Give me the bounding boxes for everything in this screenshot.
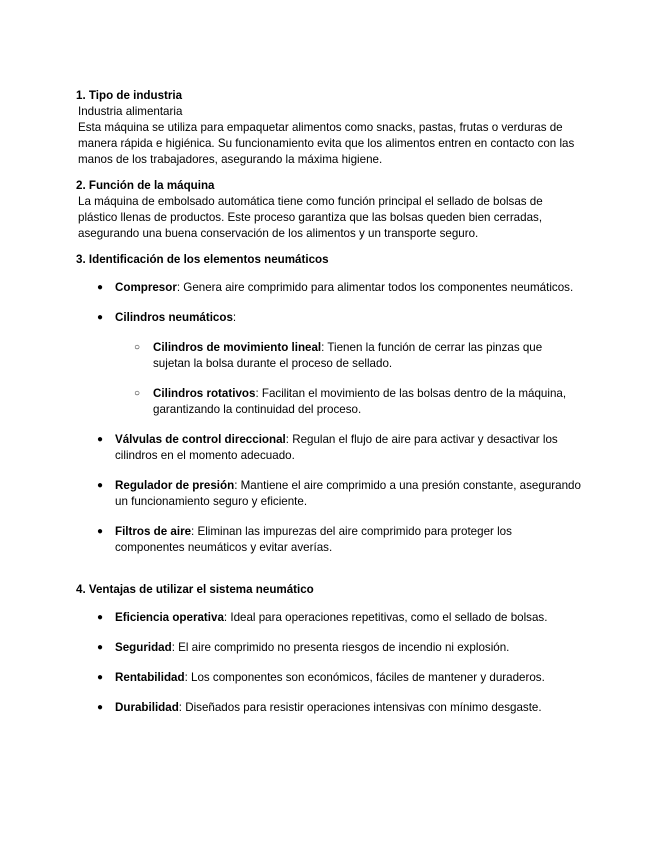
subtitle-text: Industria alimentaria: [78, 105, 183, 118]
bullet-icon: ●: [97, 480, 104, 491]
item-desc: : Tienen la función de cerrar las pinzas que sujetan la bolsa durante el proceso de sellado.: [153, 341, 543, 370]
item-desc: : Los componentes son económicos, fáciles de mantener y duraderos.: [184, 671, 545, 684]
item-desc: : Eliminan las impurezas del aire comprimido para proteger los componentes neumáticos y evitar averías.: [115, 525, 512, 554]
bullet-list: [76, 280, 581, 556]
item-term: Cilindros de movimiento lineal: [153, 341, 322, 354]
list-item: [76, 670, 581, 686]
list-item: [76, 610, 581, 626]
bullet-icon: ●: [97, 612, 104, 623]
list-item: [76, 478, 581, 510]
item-term: Seguridad: [115, 641, 172, 654]
item-desc: : Regulan el flujo de aire para activar y desactivar los cilindros en el momento adecuado.: [115, 433, 558, 462]
item-desc: : Ideal para operaciones repetitivas, como el sellado de bolsas.: [223, 611, 548, 624]
list-item: [76, 640, 581, 656]
item-desc: :: [232, 311, 237, 324]
section-body: Esta máquina se utiliza para empaquetar alimentos como snacks, pastas, frutas o verduras de manera rápida e higiénica. Su funcionamiento evita que los alimentos entren en contacto con las manos de los trabajadores, asegurando la máxima higiene.: [78, 121, 575, 166]
bullet-icon: ●: [97, 642, 104, 653]
list-item: [76, 524, 581, 556]
bullet-icon: ●: [97, 672, 104, 683]
section-heading: 4. Ventajas de utilizar el sistema neumático: [76, 583, 314, 596]
list-item: [76, 700, 581, 716]
list-item: [76, 310, 581, 418]
sub-list-item: [76, 340, 581, 372]
section-heading: 2. Función de la máquina: [76, 179, 215, 192]
item-desc: : El aire comprimido no presenta riesgos de incendio ni explosión.: [171, 641, 510, 654]
circle-bullet-icon: ○: [134, 388, 141, 399]
list-item: [76, 432, 581, 464]
item-term: Rentabilidad: [115, 671, 185, 684]
section-heading: 1. Tipo de industria: [76, 89, 183, 102]
sub-bullet-list: [76, 340, 581, 418]
item-term: Durabilidad: [115, 701, 179, 714]
item-term: Cilindros neumáticos: [115, 311, 233, 324]
item-term: Regulador de presión: [115, 479, 235, 492]
bullet-icon: ●: [97, 282, 104, 293]
section-heading: 3. Identificación de los elementos neumáticos: [76, 253, 329, 266]
section-subtitle: [76, 104, 581, 120]
bullet-icon: ●: [97, 312, 104, 323]
bullet-icon: ●: [97, 434, 104, 445]
item-term: Eficiencia operativa: [115, 611, 224, 624]
bullet-list: [76, 610, 581, 716]
sub-list-item: [76, 386, 581, 418]
item-desc: : Facilitan el movimiento de las bolsas dentro de la máquina, garantizando la continuidad del proceso.: [153, 387, 567, 416]
section-elementos-neumaticos: [76, 252, 581, 556]
item-term: Cilindros rotativos: [153, 387, 256, 400]
item-term: Válvulas de control direccional: [115, 433, 286, 446]
document-page: [76, 88, 581, 726]
bullet-icon: ●: [97, 526, 104, 537]
item-term: Compresor: [115, 281, 177, 294]
list-item: [76, 280, 581, 296]
item-desc: : Genera aire comprimido para alimentar todos los componentes neumáticos.: [176, 281, 574, 294]
section-ventajas: [76, 582, 581, 716]
item-desc: : Mantiene el aire comprimido a una presión constante, asegurando un funcionamiento seguro y eficiente.: [115, 479, 581, 508]
section-tipo-industria: [76, 88, 581, 168]
item-desc: : Diseñados para resistir operaciones intensivas con mínimo desgaste.: [178, 701, 542, 714]
circle-bullet-icon: ○: [134, 342, 141, 353]
section-funcion-maquina: [76, 178, 581, 242]
bullet-icon: ●: [97, 702, 104, 713]
section-body: La máquina de embolsado automática tiene como función principal el sellado de bolsas de plástico llenas de productos. Este proceso garantiza que las bolsas queden bien cerradas, asegurando una buena conservación de los alimentos y un transporte seguro.: [78, 195, 543, 240]
item-term: Filtros de aire: [115, 525, 192, 538]
